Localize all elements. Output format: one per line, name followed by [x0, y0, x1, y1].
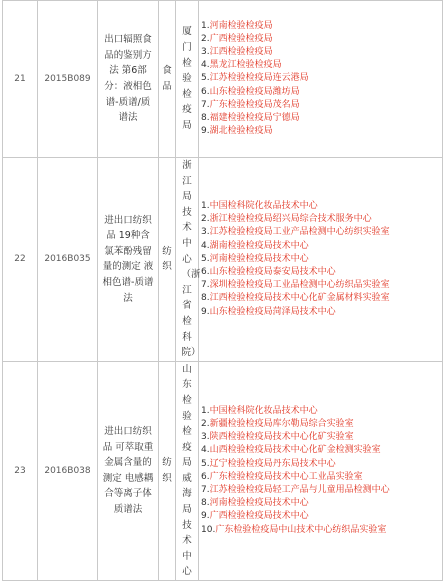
- lab-name: 广西检验检疫局: [209, 33, 273, 44]
- project-code: 2016B038: [38, 361, 98, 580]
- lab-name: 广西检验检疫局技术中心: [209, 511, 309, 522]
- list-item: [201, 444, 440, 457]
- lab-name: 江苏检验检疫局工业产品检测中心纺织实验室: [209, 227, 390, 238]
- lab-index: 6.: [201, 471, 210, 482]
- category-text: 纺织: [162, 457, 172, 484]
- lab-index: 3.: [201, 432, 210, 443]
- lab-name: 河南检验检疫局: [209, 20, 273, 31]
- lab-index: 9.: [201, 511, 210, 522]
- lab-name: 福建检验检疫局宁德局: [209, 113, 300, 123]
- lab-index: 1.: [201, 405, 210, 416]
- lab-name: 山西检验检疫局技术中心化矿金检测实验室: [209, 445, 381, 456]
- lab-index: 5.: [201, 458, 210, 469]
- list-item: [201, 46, 440, 59]
- lab-name: 江西检验检疫局技术中心化矿金属材料实验室: [209, 293, 390, 304]
- lab-index: 2.: [201, 33, 210, 44]
- list-item: [201, 253, 440, 266]
- lab-name: 广东检验检疫局茂名局: [209, 99, 300, 110]
- lab-name: 浙江检验检疫局绍兴局综合技术服务中心: [209, 214, 372, 225]
- lab-name: 山东检验检疫局泰安局技术中心: [209, 266, 336, 277]
- lab-index: 6.: [201, 266, 210, 277]
- lead-organization: [176, 158, 199, 362]
- list-item: [201, 279, 440, 292]
- standard-title-text: 进出口纺织品 19种含氯苯酚残留量的测定 液相色谱-质谱法: [102, 214, 154, 304]
- lab-name: 河南检验检疫局技术中心: [209, 498, 309, 509]
- table-row: [3, 158, 443, 362]
- list-item: [201, 306, 440, 319]
- standards-table: [2, 0, 443, 581]
- lab-index: 6.: [201, 86, 210, 97]
- list-item: [201, 510, 440, 523]
- list-item: [201, 458, 440, 471]
- list-item: [201, 112, 440, 125]
- list-item: [201, 405, 440, 418]
- lab-index: 4.: [201, 445, 210, 456]
- participating-labs: [199, 361, 443, 580]
- project-code: 2015B089: [38, 1, 98, 158]
- lab-index: 8.: [201, 113, 210, 123]
- list-item: [201, 213, 440, 226]
- lab-index: 4.: [201, 60, 210, 71]
- row-number: 22: [3, 158, 38, 362]
- lab-name: 辽宁检验检疫局丹东局技术中心: [209, 458, 336, 469]
- project-code: 2016B035: [38, 158, 98, 362]
- lab-index: 4.: [201, 240, 210, 251]
- standard-title-text: 进出口纺织品 可萃取重金属含量的测定 电感耦合等离子体质谱法: [102, 426, 154, 516]
- list-item: [201, 33, 440, 46]
- participating-labs: [199, 1, 443, 158]
- list-item: [201, 471, 440, 484]
- lab-index: 8.: [201, 293, 210, 304]
- list-item: [201, 484, 440, 497]
- lab-name: 中国检科院化妆品技术中心: [209, 200, 318, 211]
- lab-name: 黑龙江检验检疫局: [209, 60, 282, 71]
- lab-index: 2.: [201, 419, 210, 430]
- lab-name: 新疆检验检疫局库尔勒局综合实验室: [209, 419, 354, 430]
- lab-index: 3.: [201, 227, 210, 238]
- lab-index: 10.: [201, 524, 216, 535]
- list-item: [201, 240, 440, 253]
- list-item: [201, 59, 440, 72]
- category-text: 食品: [162, 65, 172, 92]
- list-item: [201, 524, 440, 537]
- list-item: [201, 418, 440, 431]
- category: [159, 158, 176, 362]
- row-number: 21: [3, 1, 38, 158]
- list-item: [201, 86, 440, 99]
- lead-organization: [176, 361, 199, 580]
- lead-organization-text: 厦门检验检疫局: [182, 26, 192, 131]
- table-row: [3, 1, 443, 158]
- list-item: [201, 72, 440, 85]
- list-item: [201, 99, 440, 112]
- list-item: [201, 292, 440, 305]
- lab-name: 陕西检验检疫局技术中心化矿实验室: [209, 432, 354, 443]
- lab-index: 1.: [201, 200, 210, 211]
- participating-labs: [199, 158, 443, 362]
- lab-name: 湖北检验检疫局: [209, 126, 273, 137]
- category-text: 纺织: [162, 245, 172, 273]
- lead-organization-text: 山东检验检疫局威海局技术中心: [182, 363, 192, 578]
- lab-name: 山东检验检疫局菏泽局技术中心: [209, 306, 336, 317]
- lab-name: 广东检验检疫局技术中心工业品实验室: [209, 471, 363, 482]
- standard-title-text: 出口辐照食品的鉴别方法 第6部分：液相色谱-质谱/质谱法: [104, 34, 152, 124]
- lab-name: 河南检验检疫局技术中心: [209, 253, 309, 264]
- lab-name: 深圳检验检疫局工业品检测中心纺织品实验室: [209, 280, 390, 291]
- list-item: [201, 125, 440, 138]
- lab-name: 湖南检验检疫局技术中心: [209, 240, 309, 251]
- lab-name: 江苏检验检疫局轻工产品与儿童用品检测中心: [209, 485, 390, 496]
- lab-name: 中国检科院化妆品技术中心: [209, 405, 318, 416]
- category: [159, 1, 176, 158]
- list-item: [201, 431, 440, 444]
- lab-name: 广东检验检疫局中山技术中心纺织品实验室: [215, 524, 387, 535]
- list-item: [201, 226, 440, 239]
- standard-title: [98, 1, 159, 158]
- lab-index: 7.: [201, 99, 210, 110]
- lab-index: 9.: [201, 126, 210, 137]
- lab-name: 江西检验检疫局: [209, 46, 273, 57]
- lab-name: 山东检验检疫局潍坊局: [209, 86, 300, 97]
- lead-organization-text: 浙江局技术中心（浙江省检科院）: [181, 160, 201, 359]
- lab-index: 5.: [201, 73, 210, 84]
- list-item: [201, 497, 440, 510]
- table-row: [3, 361, 443, 580]
- lab-name: 江苏检验检疫局连云港局: [209, 73, 309, 84]
- list-item: [201, 20, 440, 33]
- lab-index: 5.: [201, 253, 210, 264]
- category: [159, 361, 176, 580]
- lab-index: 2.: [201, 214, 210, 225]
- list-item: [201, 200, 440, 213]
- row-number: 23: [3, 361, 38, 580]
- lab-index: 7.: [201, 280, 210, 291]
- lead-organization: [176, 1, 199, 158]
- lab-index: 3.: [201, 46, 210, 57]
- standard-title: [98, 361, 159, 580]
- lab-index: 7.: [201, 485, 210, 496]
- lab-index: 8.: [201, 498, 210, 509]
- list-item: [201, 266, 440, 279]
- lab-index: 1.: [201, 20, 210, 31]
- lab-index: 9.: [201, 306, 210, 317]
- standard-title: [98, 158, 159, 362]
